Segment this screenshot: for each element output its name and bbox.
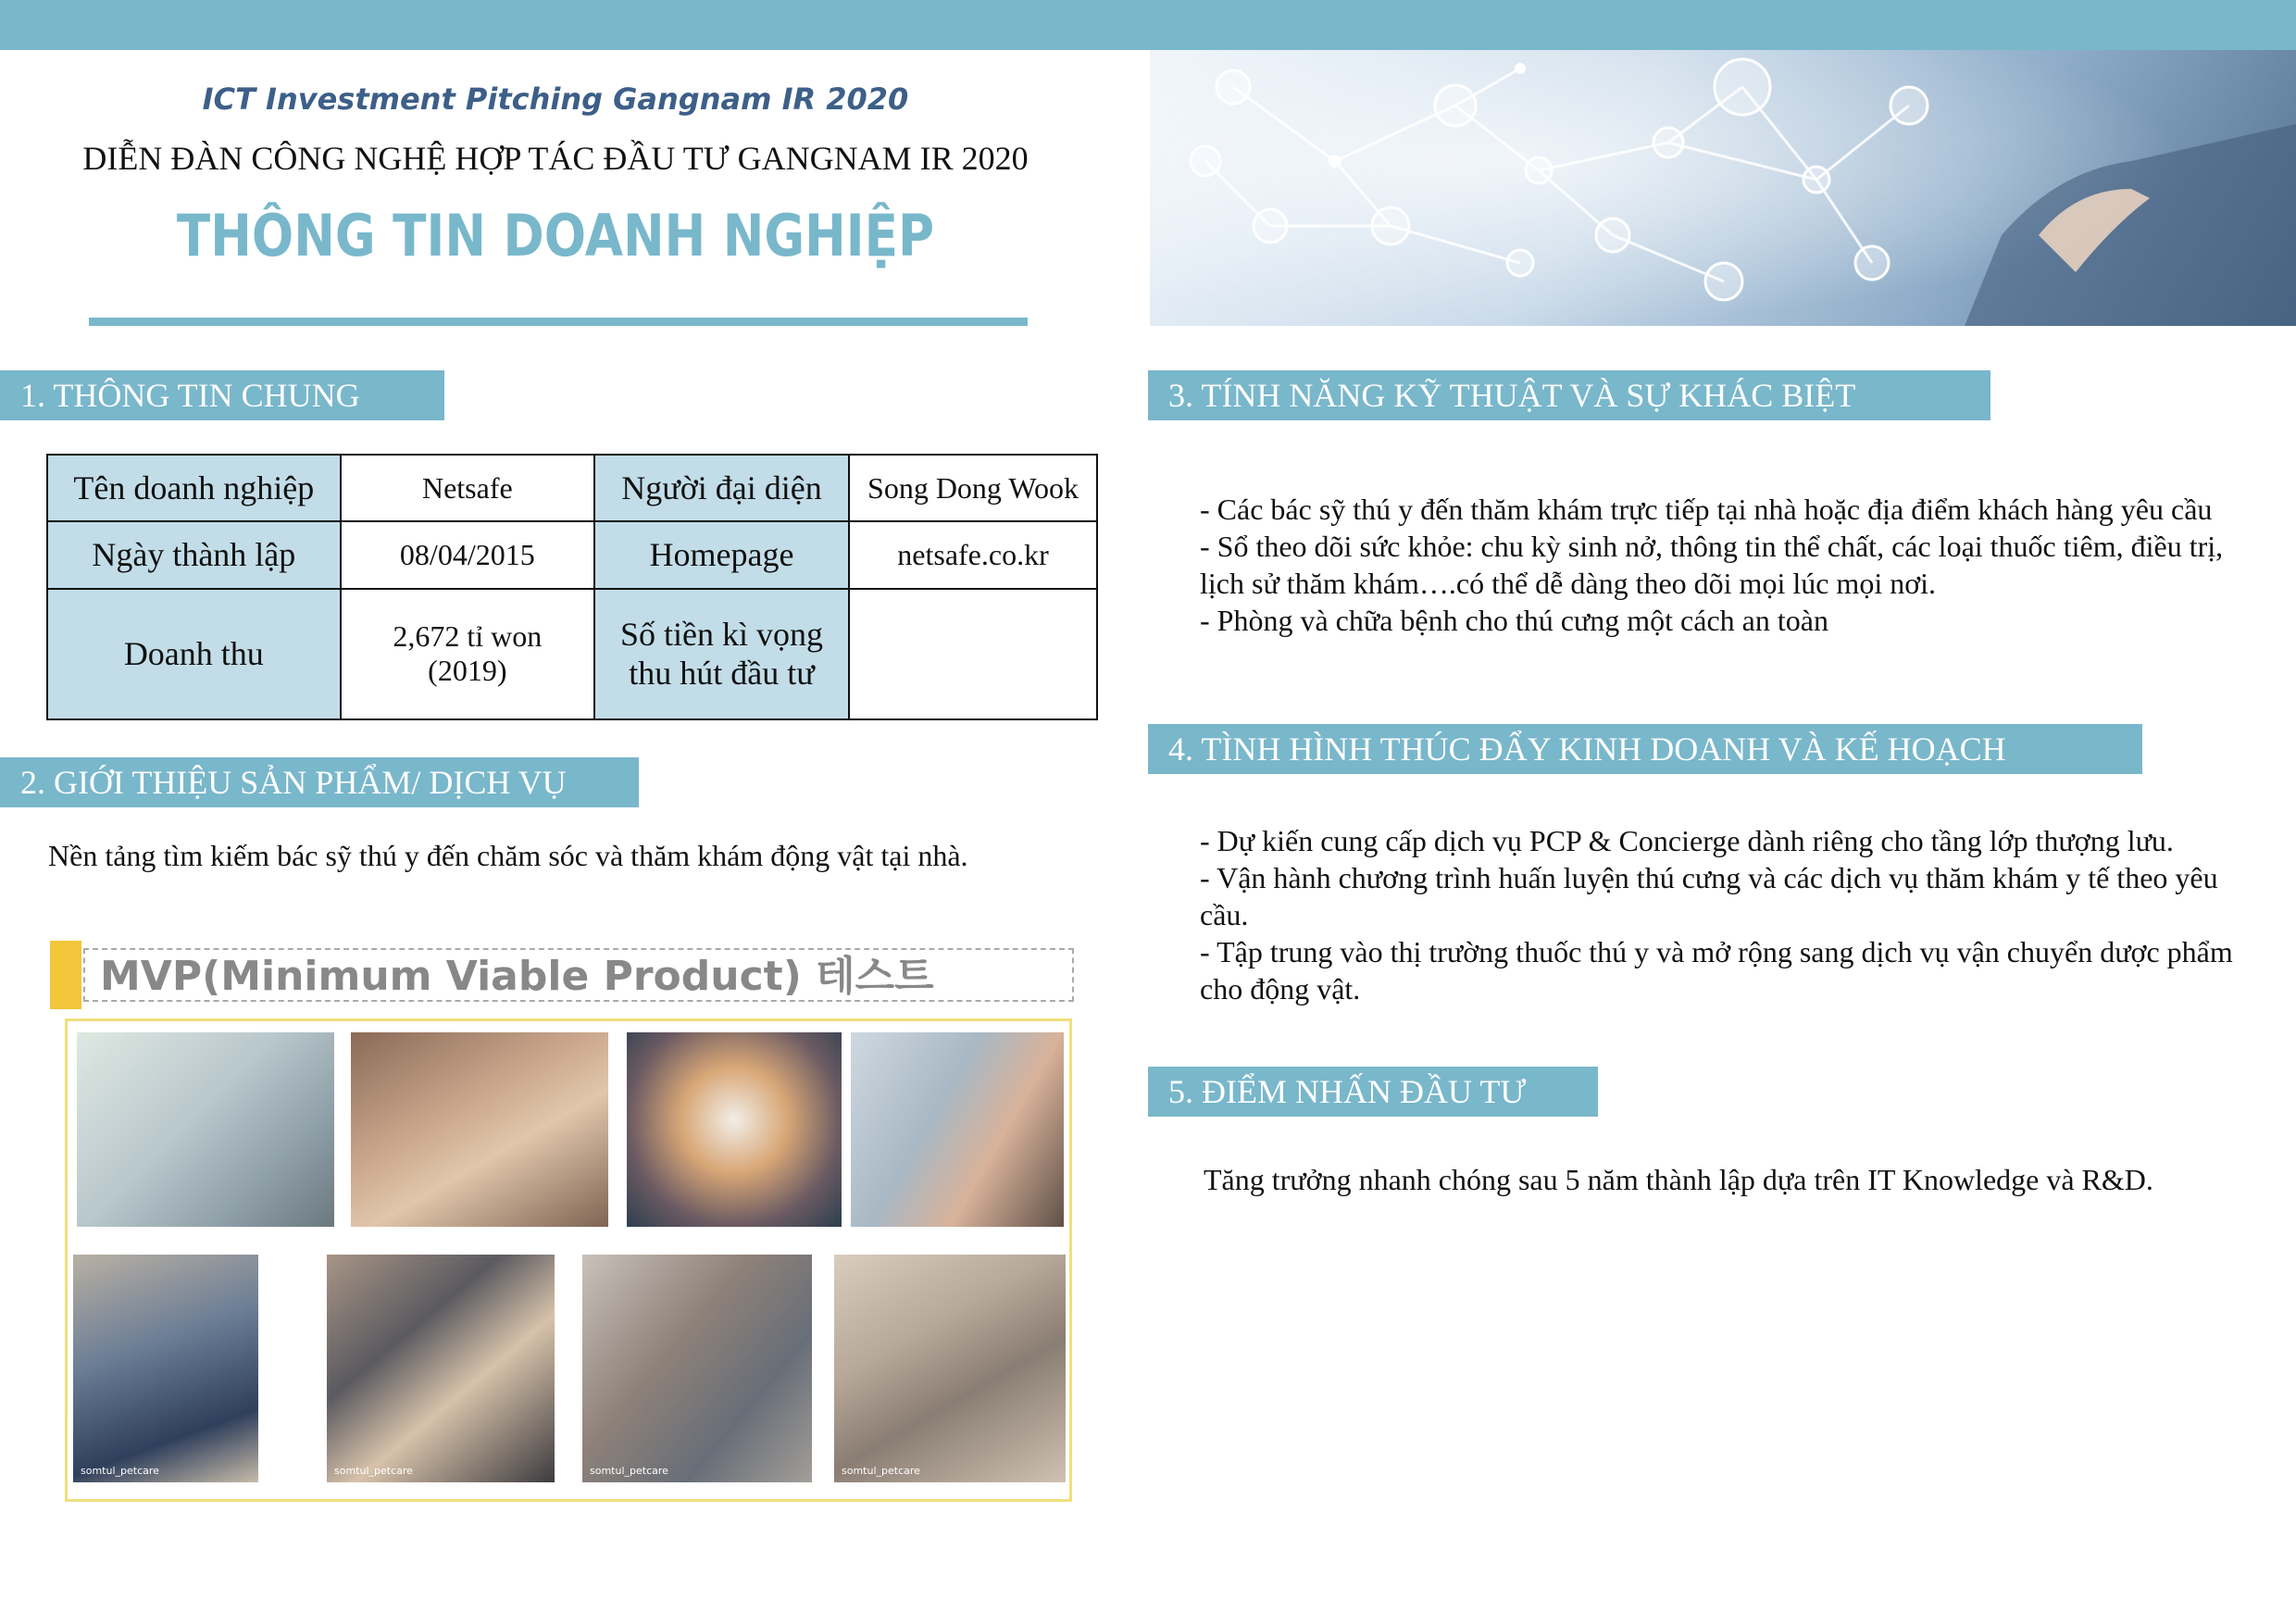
revenue-year: (2019) (428, 654, 507, 688)
gallery-photo-8 (834, 1255, 1066, 1482)
representative-value: Song Dong Wook (849, 455, 1097, 521)
gallery-photo-3 (627, 1032, 842, 1227)
gallery-photo-5 (73, 1255, 258, 1482)
section-general-info: 1. THÔNG TIN CHUNG (0, 370, 444, 420)
network-graphic (1150, 50, 2296, 326)
section-technical-features: 3. TÍNH NĂNG KỸ THUẬT VÀ SỰ KHÁC BIỆT (1148, 370, 1990, 420)
founded-label: Ngày thành lập (47, 521, 341, 588)
revenue-value (341, 589, 594, 719)
feature-item-1: - Các bác sỹ thú y đến thăm khám trực tiếp tại nhà hoặc địa điểm khách hàng yêu cầu (1200, 493, 2213, 526)
company-name-label: Tên doanh nghiệp (47, 455, 341, 521)
gallery-watermark-3: somtul_petcare (590, 1465, 668, 1477)
company-info-table (46, 454, 1098, 720)
revenue-amount: 2,672 tỉ won (393, 619, 543, 654)
feature-item-3: - Phòng và chữa bệnh cho thú cưng một cách an toàn (1200, 604, 1828, 637)
investment-highlight-text: Tăng trưởng nhanh chóng sau 5 năm thành lập dựa trên IT Knowledge và R&D. (1204, 1163, 2153, 1196)
feature-item-2: - Sổ theo dõi sức khỏe: chu kỳ sinh nở, thông tin thể chất, các loại thuốc tiêm, điều trị, lịch sử thăm khám….có thể dễ dàng theo dõi mọi lúc mọi nơi. (1200, 530, 2224, 600)
gallery-photo-6 (327, 1255, 555, 1482)
page-title: THÔNG TIN DOANH NGHIỆP (176, 202, 935, 269)
gallery-photo-4 (851, 1032, 1064, 1227)
forum-title: DIỄN ĐÀN CÔNG NGHỆ HỢP TÁC ĐẦU TƯ GANGNAM IR 2020 (82, 140, 1029, 177)
hero-network-image (1150, 50, 2296, 326)
features-list (1200, 491, 2265, 639)
gallery-watermark-2: somtul_petcare (334, 1465, 413, 1477)
revenue-label: Doanh thu (47, 589, 341, 719)
representative-label: Người đại diện (594, 455, 849, 521)
homepage-value: netsafe.co.kr (849, 521, 1097, 588)
top-accent-bar (0, 0, 2296, 50)
mvp-accent-bar (50, 941, 81, 1009)
expected-investment-value (849, 589, 1097, 719)
founded-value: 08/04/2015 (341, 521, 594, 588)
homepage-label: Homepage (594, 521, 849, 588)
plan-item-2: - Vận hành chương trình huấn luyện thú cưng và các dịch vụ thăm khám y tế theo yêu cầu. (1200, 861, 2218, 931)
expected-investment-label-line2: thu hút đầu tư (629, 655, 815, 693)
gallery-photo-2 (351, 1032, 608, 1227)
mvp-photo-gallery (65, 1018, 1072, 1502)
mvp-title: MVP(Minimum Viable Product) 테스트 (100, 953, 934, 1000)
mvp-header (50, 941, 1074, 1007)
plans-list (1200, 822, 2265, 1007)
gallery-photo-1 (77, 1032, 334, 1227)
plan-item-3: - Tập trung vào thị trường thuốc thú y và mở rộng sang dịch vụ vận chuyển dược phẩm cho động vật. (1200, 935, 2233, 1006)
plan-item-1: - Dự kiến cung cấp dịch vụ PCP & Concierge dành riêng cho tầng lớp thượng lưu. (1200, 824, 2174, 857)
gallery-photo-7 (582, 1255, 812, 1482)
section-business-plan: 4. TÌNH HÌNH THÚC ĐẨY KINH DOANH VÀ KẾ HOẠCH (1148, 724, 2142, 774)
expected-investment-label (594, 589, 849, 719)
event-title: ICT Investment Pitching Gangnam IR 2020 (202, 81, 909, 117)
gallery-watermark-1: somtul_petcare (81, 1465, 159, 1477)
expected-investment-label-line1: Số tiền kì vọng (620, 616, 824, 654)
product-description: Nền tảng tìm kiếm bác sỹ thú y đến chăm sóc và thăm khám động vật tại nhà. (48, 839, 968, 872)
section-product-intro: 2. GIỚI THIỆU SẢN PHẨM/ DỊCH VỤ (0, 757, 639, 807)
company-name-value: Netsafe (341, 455, 594, 521)
gallery-watermark-4: somtul_petcare (842, 1465, 920, 1477)
title-underline (89, 318, 1028, 326)
section-investment-highlight: 5. ĐIỂM NHẤN ĐẦU TƯ (1148, 1067, 1598, 1117)
